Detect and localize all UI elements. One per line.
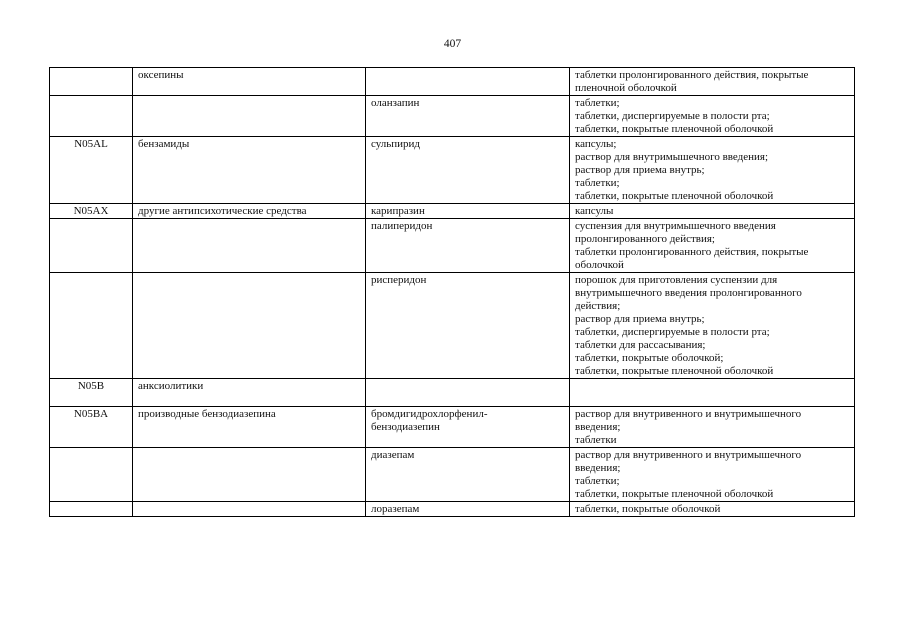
- dosage-forms-cell: [570, 407, 855, 448]
- dosage-form-line: пленочной оболочкой: [575, 82, 677, 94]
- table-row: [50, 379, 855, 407]
- dosage-forms-cell: [570, 448, 855, 502]
- dosage-form-line: введения;: [575, 421, 621, 433]
- dosage-form-line: таблетки, диспергируемые в полости рта;: [575, 110, 770, 122]
- group-name-cell: производные бензодиазепина: [133, 407, 366, 448]
- group-name-cell: [133, 502, 366, 517]
- atc-code-cell: [50, 273, 133, 379]
- dosage-form-line: раствор для приема внутрь;: [575, 164, 705, 176]
- drug-name-cell: диазепам: [366, 448, 570, 502]
- table-row: [50, 502, 855, 517]
- dosage-forms-cell: [570, 379, 855, 407]
- dosage-form-line: раствор для внутривенного и внутримышечного: [575, 449, 802, 461]
- dosage-forms-cell: [570, 68, 855, 96]
- atc-code-cell: [50, 68, 133, 96]
- table-row: [50, 204, 855, 219]
- dosage-form-line: введения;: [575, 462, 621, 474]
- dosage-form-line: таблетки, покрытые оболочкой;: [575, 352, 724, 364]
- dosage-form-line: таблетки;: [575, 97, 620, 109]
- dosage-form-line: таблетки, покрытые оболочкой: [575, 503, 721, 515]
- dosage-form-line: таблетки;: [575, 475, 620, 487]
- group-name-cell: [133, 96, 366, 137]
- dosage-form-line: таблетки, диспергируемые в полости рта;: [575, 326, 770, 338]
- table-row: [50, 219, 855, 273]
- dosage-form-line: таблетки, покрытые пленочной оболочкой: [575, 123, 774, 135]
- atc-code-cell: N05AX: [50, 204, 133, 219]
- dosage-form-line: суспензия для внутримышечного введения: [575, 220, 776, 232]
- dosage-form-line: таблетки, покрытые пленочной оболочкой: [575, 488, 774, 500]
- table-row: [50, 96, 855, 137]
- table-row: [50, 448, 855, 502]
- dosage-forms-cell: [570, 273, 855, 379]
- atc-code-cell: N05B: [50, 379, 133, 407]
- dosage-form-line: таблетки;: [575, 177, 620, 189]
- atc-code-cell: [50, 448, 133, 502]
- group-name-cell: другие антипсихотические средства: [133, 204, 366, 219]
- atc-code-cell: N05AL: [50, 137, 133, 204]
- dosage-form-line: раствор для внутримышечного введения;: [575, 151, 769, 163]
- dosage-form-line: капсулы: [575, 205, 614, 217]
- atc-code-cell: [50, 96, 133, 137]
- dosage-form-line: раствор для приема внутрь;: [575, 313, 705, 325]
- drug-name-cell: бромдигидрохлорфенил- бензодиазепин: [366, 407, 570, 448]
- dosage-form-line: пролонгированного действия;: [575, 233, 715, 245]
- table-row: [50, 273, 855, 379]
- drug-name-cell: оланзапин: [366, 96, 570, 137]
- drug-name-cell: [366, 379, 570, 407]
- drug-name-cell: палиперидон: [366, 219, 570, 273]
- atc-code-cell: [50, 219, 133, 273]
- group-name-cell: оксепины: [133, 68, 366, 96]
- drug-name-cell: карипразин: [366, 204, 570, 219]
- dosage-form-line: таблетки пролонгированного действия, покрытые: [575, 69, 809, 81]
- group-name-cell: [133, 219, 366, 273]
- table-row: [50, 68, 855, 96]
- dosage-form-line: таблетки, покрытые пленочной оболочкой: [575, 190, 774, 202]
- atc-code-cell: N05BA: [50, 407, 133, 448]
- atc-code-cell: [50, 502, 133, 517]
- dosage-form-line: капсулы;: [575, 138, 617, 150]
- dosage-form-line: внутримышечного введения пролонгированного: [575, 287, 802, 299]
- dosage-form-line: порошок для приготовления суспензии для: [575, 274, 778, 286]
- dosage-forms-cell: [570, 204, 855, 219]
- page-number: 407: [443, 38, 462, 50]
- dosage-form-line: оболочкой: [575, 259, 624, 271]
- table-row: [50, 137, 855, 204]
- dosage-form-line: таблетки для рассасывания;: [575, 339, 706, 351]
- dosage-forms-cell: [570, 502, 855, 517]
- drug-name-cell: [366, 68, 570, 96]
- dosage-form-line: действия;: [575, 300, 621, 312]
- dosage-form-line: таблетки: [575, 434, 617, 446]
- dosage-form-line: [575, 380, 849, 393]
- drug-classification-table: [49, 67, 855, 517]
- drug-name-cell: сульпирид: [366, 137, 570, 204]
- dosage-form-line: [575, 393, 849, 406]
- group-name-cell: [133, 448, 366, 502]
- drug-name-cell: рисперидон: [366, 273, 570, 379]
- group-name-cell: [133, 273, 366, 379]
- dosage-forms-cell: [570, 219, 855, 273]
- dosage-forms-cell: [570, 137, 855, 204]
- group-name-cell: анксиолитики: [133, 379, 366, 407]
- dosage-form-line: таблетки пролонгированного действия, покрытые: [575, 246, 809, 258]
- dosage-forms-cell: [570, 96, 855, 137]
- dosage-form-line: раствор для внутривенного и внутримышечного: [575, 408, 802, 420]
- dosage-form-line: таблетки, покрытые пленочной оболочкой: [575, 365, 774, 377]
- table-row: [50, 407, 855, 448]
- group-name-cell: бензамиды: [133, 137, 366, 204]
- table-body: [50, 68, 855, 517]
- drug-name-cell: лоразепам: [366, 502, 570, 517]
